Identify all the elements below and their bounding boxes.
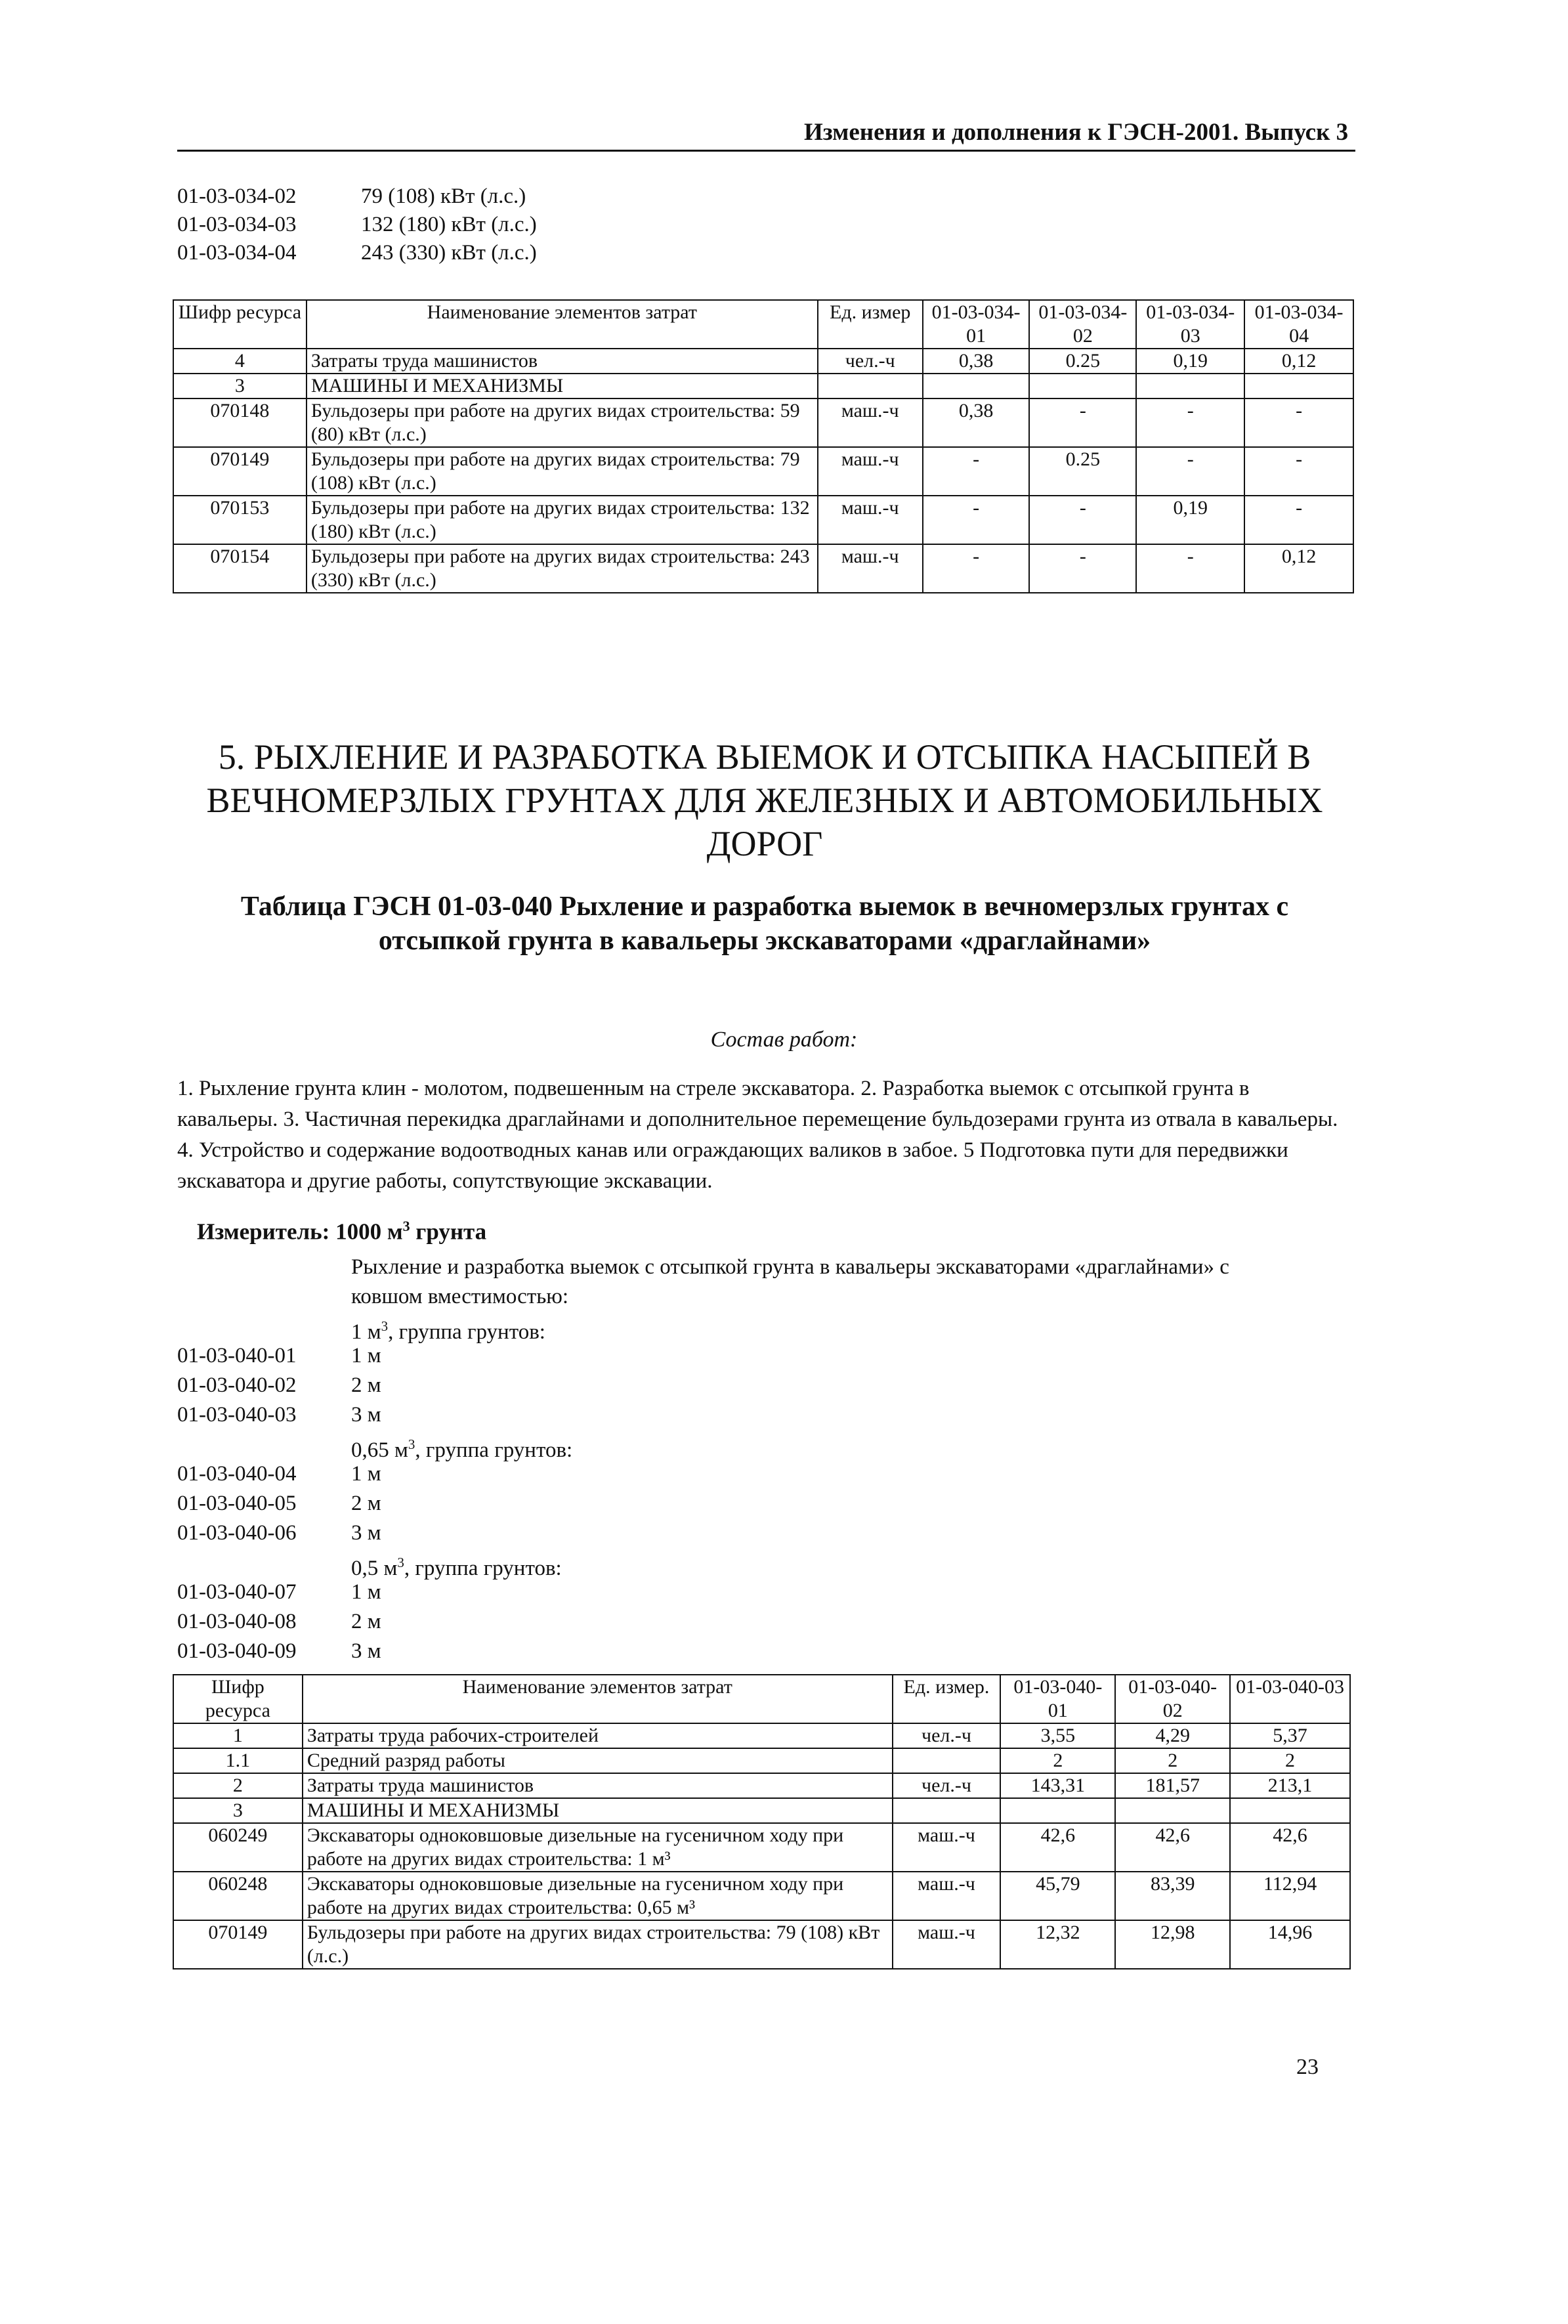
cell-unit: маш.-ч (893, 1823, 1001, 1872)
cell-norm-value: 0.25 (1029, 349, 1136, 374)
cell-norm-value: 2 (1230, 1748, 1350, 1773)
cell-resource-code: 1 (173, 1723, 303, 1748)
cell-norm-value: - (1136, 544, 1244, 593)
norm-item (177, 1518, 1352, 1548)
cell-norm-value: 0,19 (1136, 349, 1244, 374)
norm-item (177, 1607, 1352, 1637)
cell-resource-code: 2 (173, 1773, 303, 1798)
col-header-norm: 01-03-034-03 (1136, 300, 1244, 349)
cell-norm-value: 12,32 (1000, 1920, 1115, 1969)
group-capacity: 0,5 м (351, 1557, 398, 1580)
norm-item-list (177, 1253, 1352, 1666)
norm-item (177, 1489, 1352, 1518)
col-header-norm: 01-03-040-01 (1000, 1675, 1115, 1723)
cell-resource-code: 3 (173, 1798, 303, 1823)
cell-norm-value (1230, 1798, 1350, 1823)
cell-norm-value (923, 374, 1030, 398)
cell-cost-name: Бульдозеры при работе на других видах строительства: 243 (330) кВт (л.с.) (307, 544, 818, 593)
table-row (173, 447, 1353, 496)
col-header-unit: Ед. измер (818, 300, 923, 349)
code-list-item (177, 211, 537, 239)
cell-resource-code: 3 (173, 374, 307, 398)
cell-norm-value: - (1136, 398, 1244, 447)
cell-norm-value: 4,29 (1115, 1723, 1230, 1748)
cell-norm-value: 0,12 (1244, 544, 1353, 593)
group-heading (177, 1548, 1352, 1578)
group-sup: 3 (381, 1318, 389, 1334)
cell-cost-name: Экскаваторы одноковшовые дизельные на гусеничном ходу при работе на других видах строительства: 0,65 м³ (303, 1872, 893, 1920)
col-header-norm: 01-03-034-04 (1244, 300, 1353, 349)
cell-norm-value: 83,39 (1115, 1872, 1230, 1920)
measure-tail: грунта (410, 1218, 487, 1245)
cell-norm-value: 12,98 (1115, 1920, 1230, 1969)
table-row (173, 1773, 1350, 1798)
cell-norm-value: 0,38 (923, 398, 1030, 447)
cell-cost-name: Бульдозеры при работе на других видах строительства: 79 (108) кВт (л.с.) (307, 447, 818, 496)
col-header-norm: 01-03-034-02 (1029, 300, 1136, 349)
measure-value: 1000 м (335, 1218, 403, 1245)
cell-norm-value: - (1029, 544, 1136, 593)
table-header-row (173, 1675, 1350, 1723)
cell-norm-value: - (923, 544, 1030, 593)
table-header-row (173, 300, 1353, 349)
cell-unit: маш.-ч (818, 447, 923, 496)
cell-unit: маш.-ч (818, 496, 923, 544)
group-tail: , группа грунтов: (415, 1438, 573, 1462)
item-text: 1 м (351, 1580, 381, 1604)
cell-norm-value: 45,79 (1000, 1872, 1115, 1920)
cell-unit: чел.-ч (893, 1773, 1001, 1798)
item-code: 01-03-034-03 (177, 213, 297, 236)
group-capacity: 0,65 м (351, 1438, 408, 1462)
group-tail: , группа грунтов: (388, 1320, 545, 1344)
item-text: 3 м (351, 1521, 381, 1545)
cell-cost-name: МАШИНЫ И МЕХАНИЗМЫ (307, 374, 818, 398)
cell-cost-name: Бульдозеры при работе на других видах строительства: 79 (108) кВт (л.с.) (303, 1920, 893, 1969)
work-composition-label: Состав работ: (710, 1027, 858, 1052)
group-heading (177, 1312, 1352, 1344)
cell-norm-value: - (923, 496, 1030, 544)
cell-cost-name: Средний разряд работы (303, 1748, 893, 1773)
cell-norm-value: - (1029, 398, 1136, 447)
item-text: 2 м (351, 1492, 381, 1515)
cell-cost-name: Экскаваторы одноковшовые дизельные на гусеничном ходу при работе на других видах строительства: 1 м³ (303, 1823, 893, 1872)
col-header-norm: 01-03-040-03 (1230, 1675, 1350, 1723)
table-row (173, 349, 1353, 374)
norm-item (177, 1400, 1352, 1430)
top-code-list (177, 183, 537, 267)
table-row (173, 1823, 1350, 1872)
cell-resource-code: 060248 (173, 1872, 303, 1920)
cell-norm-value: 0,12 (1244, 349, 1353, 374)
cell-norm-value: 2 (1115, 1748, 1230, 1773)
col-header-name: Наименование элементов затрат (303, 1675, 893, 1723)
item-code: 01-03-040-09 (177, 1639, 297, 1663)
item-text: 3 м (351, 1403, 381, 1427)
cell-cost-name: Затраты труда машинистов (307, 349, 818, 374)
cell-norm-value: 3,55 (1000, 1723, 1115, 1748)
cell-norm-value: 42,6 (1000, 1823, 1115, 1872)
item-text: 79 (108) кВт (л.с.) (361, 184, 526, 208)
item-code: 01-03-040-02 (177, 1373, 297, 1397)
cell-norm-value: - (1244, 496, 1353, 544)
cell-unit: маш.-ч (893, 1872, 1001, 1920)
cell-unit (893, 1798, 1001, 1823)
table-row (173, 1723, 1350, 1748)
cell-resource-code: 070148 (173, 398, 307, 447)
item-code: 01-03-040-04 (177, 1462, 297, 1486)
item-code: 01-03-040-08 (177, 1610, 297, 1633)
group-sup: 3 (397, 1555, 404, 1570)
cell-cost-name: Затраты труда рабочих-строителей (303, 1723, 893, 1748)
cell-norm-value (1029, 374, 1136, 398)
measure-sup: 3 (402, 1218, 410, 1234)
cell-cost-name: Бульдозеры при работе на других видах строительства: 132 (180) кВт (л.с.) (307, 496, 818, 544)
resource-table-2 (173, 1674, 1351, 1969)
cell-resource-code: 070154 (173, 544, 307, 593)
group-heading (177, 1430, 1352, 1462)
table-row (173, 544, 1353, 593)
table-row (173, 1748, 1350, 1773)
running-header: Изменения и дополнения к ГЭСН-2001. Выпуск 3 (804, 119, 1349, 146)
norm-item (177, 1341, 1352, 1371)
item-code: 01-03-034-04 (177, 241, 297, 265)
cell-resource-code: 070153 (173, 496, 307, 544)
cell-norm-value: - (1136, 447, 1244, 496)
code-list-item (177, 239, 537, 267)
norm-item (177, 1371, 1352, 1400)
table-row (173, 1872, 1350, 1920)
cell-unit (818, 374, 923, 398)
cell-resource-code: 070149 (173, 1920, 303, 1969)
item-text: 3 м (351, 1639, 381, 1663)
cell-cost-name: Бульдозеры при работе на других видах строительства: 59 (80) кВт (л.с.) (307, 398, 818, 447)
cell-resource-code: 070149 (173, 447, 307, 496)
cell-norm-value (1115, 1798, 1230, 1823)
item-code: 01-03-040-07 (177, 1580, 297, 1604)
table-row (173, 398, 1353, 447)
cell-norm-value: 181,57 (1115, 1773, 1230, 1798)
col-header-name: Наименование элементов затрат (307, 300, 818, 349)
item-text: 2 м (351, 1610, 381, 1633)
cell-unit: маш.-ч (893, 1920, 1001, 1969)
cell-norm-value: 112,94 (1230, 1872, 1350, 1920)
cell-unit: маш.-ч (818, 398, 923, 447)
measure-label: Измеритель: (197, 1218, 330, 1245)
cell-cost-name: Затраты труда машинистов (303, 1773, 893, 1798)
col-header-unit: Ед. измер. (893, 1675, 1001, 1723)
item-code: 01-03-040-03 (177, 1403, 297, 1427)
group-capacity: 1 м (351, 1320, 381, 1344)
cell-resource-code: 060249 (173, 1823, 303, 1872)
cell-norm-value: - (1029, 496, 1136, 544)
cell-cost-name: МАШИНЫ И МЕХАНИЗМЫ (303, 1798, 893, 1823)
page-number: 23 (1296, 2055, 1319, 2079)
cell-norm-value (1000, 1798, 1115, 1823)
cell-norm-value: 213,1 (1230, 1773, 1350, 1798)
cell-norm-value: 42,6 (1230, 1823, 1350, 1872)
cell-unit: чел.-ч (893, 1723, 1001, 1748)
norm-item (177, 1459, 1352, 1489)
cell-norm-value: 143,31 (1000, 1773, 1115, 1798)
resource-table-1 (173, 299, 1354, 593)
col-header-norm: 01-03-034-01 (923, 300, 1030, 349)
measure-unit (197, 1218, 486, 1245)
code-list-item (177, 183, 537, 211)
item-code: 01-03-040-06 (177, 1521, 297, 1545)
item-text: 243 (330) кВт (л.с.) (361, 241, 537, 265)
section-title: 5. РЫХЛЕНИЕ И РАЗРАБОТКА ВЫЕМОК И ОТСЫПКА НАСЫПЕЙ В ВЕЧНОМЕРЗЛЫХ ГРУНТАХ ДЛЯ ЖЕЛЕЗНЫХ И АВТОМОБИЛЬНЫХ ДОРОГ (206, 737, 1323, 863)
cell-norm-value: 0.25 (1029, 447, 1136, 496)
cell-norm-value: 2 (1000, 1748, 1115, 1773)
norm-intro: Рыхление и разработка выемок с отсыпкой грунта в кавальеры экскаваторами «драглайнами» с ковшом вместимостью: (351, 1255, 1229, 1308)
group-sup: 3 (408, 1436, 415, 1452)
col-header-code: Шифр ресурса (173, 300, 307, 349)
item-text: 1 м (351, 1462, 381, 1486)
item-code: 01-03-040-01 (177, 1344, 297, 1367)
header-rule (177, 150, 1355, 152)
work-composition-text: 1. Рыхление грунта клин - молотом, подвешенным на стреле экскаватора. 2. Разработка выемок с отсыпкой грунта в кавальеры. 3. Частичная перекидка драглайнами и дополнительное перемещение бульдозерами грунта из отвала в кавальеры. 4. Устройство и содержание водоотводных канав или ограждающих валиков в забое. 5 Подготовка пути для передвижки экскаватора и другие работы, сопутствующие экскавации. (177, 1077, 1338, 1193)
col-header-norm: 01-03-040-02 (1115, 1675, 1230, 1723)
group-tail: , группа грунтов: (404, 1557, 562, 1580)
cell-norm-value: - (1244, 398, 1353, 447)
table-title: Таблица ГЭСН 01-03-040 Рыхление и разработка выемок в вечномерзлых грунтах с отсыпкой грунта в кавальеры экскаваторами «драглайнами» (240, 892, 1289, 956)
cell-norm-value: 14,96 (1230, 1920, 1350, 1969)
cell-norm-value (1136, 374, 1244, 398)
item-code: 01-03-034-02 (177, 184, 297, 208)
cell-norm-value (1244, 374, 1353, 398)
item-text: 132 (180) кВт (л.с.) (361, 213, 537, 236)
cell-norm-value: 0,38 (923, 349, 1030, 374)
cell-norm-value: - (923, 447, 1030, 496)
item-text: 1 м (351, 1344, 381, 1367)
norm-item (177, 1637, 1352, 1666)
cell-unit: маш.-ч (818, 544, 923, 593)
table-row (173, 496, 1353, 544)
norm-item (177, 1578, 1352, 1607)
cell-resource-code: 1.1 (173, 1748, 303, 1773)
table-row (173, 374, 1353, 398)
cell-unit (893, 1748, 1001, 1773)
item-text: 2 м (351, 1373, 381, 1397)
table-row (173, 1920, 1350, 1969)
item-code: 01-03-040-05 (177, 1492, 297, 1515)
cell-norm-value: 0,19 (1136, 496, 1244, 544)
col-header-code: Шифр ресурса (173, 1675, 303, 1723)
cell-norm-value: 5,37 (1230, 1723, 1350, 1748)
cell-unit: чел.-ч (818, 349, 923, 374)
cell-norm-value: - (1244, 447, 1353, 496)
cell-norm-value: 42,6 (1115, 1823, 1230, 1872)
cell-resource-code: 4 (173, 349, 307, 374)
table-row (173, 1798, 1350, 1823)
